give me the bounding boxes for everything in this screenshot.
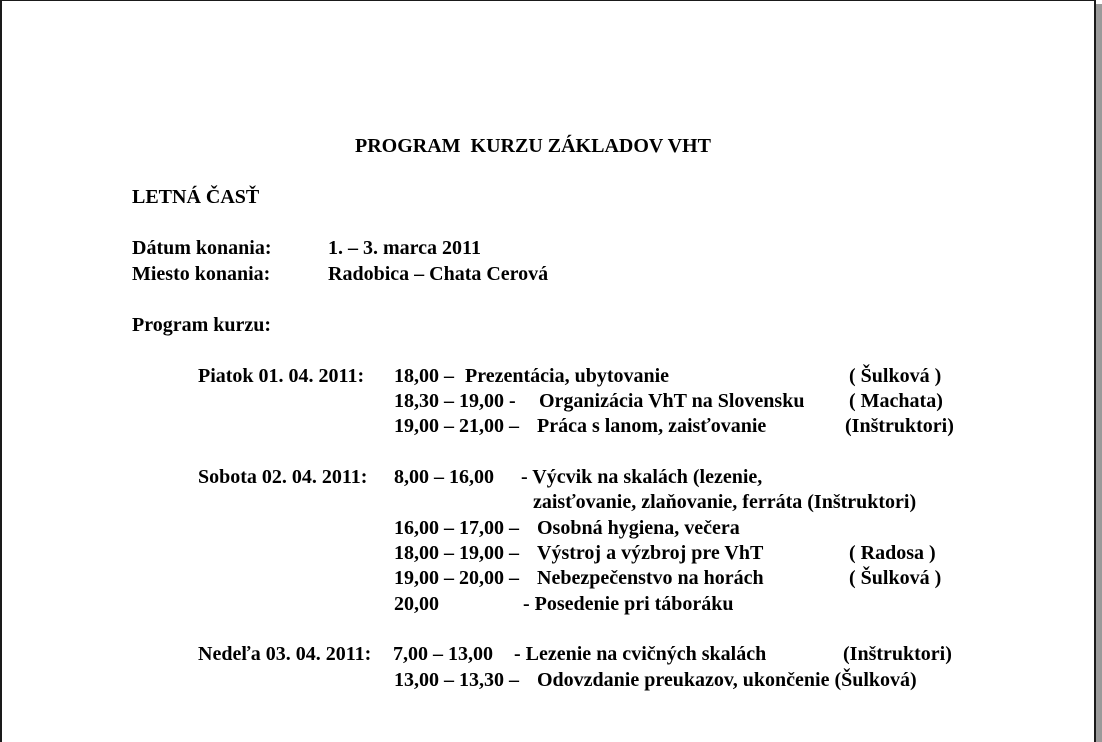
friday-item-1-activity: Prezentácia, ubytovanie <box>465 365 670 387</box>
saturday-item-1-activity-continued: zaisťovanie, zlaňovanie, ferráta (Inštruktori) <box>533 491 917 513</box>
saturday-item-2-time: 16,00 – 17,00 – <box>394 517 519 539</box>
saturday-item-3-leader: ( Radosa ) <box>849 542 936 564</box>
sunday-item-2-activity: Odovzdanie preukazov, ukončenie (Šulková) <box>537 669 917 691</box>
saturday-item-1-activity: - Výcvik na skalách (lezenie, <box>521 466 763 488</box>
saturday-item-3-activity: Výstroj a výzbroj pre VhT <box>537 542 764 564</box>
date-value: 1. – 3. marca 2011 <box>328 237 481 259</box>
saturday-item-5-activity: - Posedenie pri táboráku <box>523 593 734 615</box>
saturday-item-4-time: 19,00 – 20,00 – <box>394 567 519 589</box>
friday-item-1-time: 18,00 – <box>394 365 454 387</box>
saturday-item-4-leader: ( Šulková ) <box>849 567 942 589</box>
saturday-item-5-time: 20,00 <box>394 593 439 615</box>
sunday-item-1-activity: - Lezenie na cvičných skalách <box>514 643 767 665</box>
saturday-item-3-time: 18,00 – 19,00 – <box>394 542 519 564</box>
friday-item-2-activity: Organizácia VhT na Slovensku <box>539 390 805 412</box>
saturday-item-4-activity: Nebezpečenstvo na horách <box>537 567 764 589</box>
saturday-item-2-activity: Osobná hygiena, večera <box>537 517 740 539</box>
document-title: PROGRAM KURZU ZÁKLADOV VHT <box>355 135 711 157</box>
section-heading: LETNÁ ČASŤ <box>132 186 260 208</box>
friday-item-3-leader: (Inštruktori) <box>845 415 954 437</box>
day-label-saturday: Sobota 02. 04. 2011: <box>198 466 368 488</box>
place-value: Radobica – Chata Cerová <box>328 263 549 285</box>
page-border-top <box>0 0 1096 1</box>
day-label-friday: Piatok 01. 04. 2011: <box>198 365 365 387</box>
page-shadow <box>1096 4 1102 742</box>
friday-item-3-time: 19,00 – 21,00 – <box>394 415 519 437</box>
program-label: Program kurzu: <box>132 314 272 336</box>
sunday-item-2-time: 13,00 – 13,30 – <box>394 669 519 691</box>
friday-item-1-leader: ( Šulková ) <box>849 365 942 387</box>
friday-item-3-activity: Práca s lanom, zaisťovanie <box>537 415 767 437</box>
place-label: Miesto konania: <box>132 263 271 285</box>
saturday-item-1-time: 8,00 – 16,00 <box>394 466 494 488</box>
friday-item-2-leader: ( Machata) <box>849 390 943 412</box>
day-label-sunday: Nedeľa 03. 04. 2011: <box>198 643 372 665</box>
sunday-item-1-leader: (Inštruktori) <box>843 643 952 665</box>
friday-item-2-time: 18,30 – 19,00 - <box>394 390 516 412</box>
sunday-item-1-time: 7,00 – 13,00 <box>393 643 493 665</box>
page-border-left <box>0 0 2 742</box>
date-label: Dátum konania: <box>132 237 272 259</box>
